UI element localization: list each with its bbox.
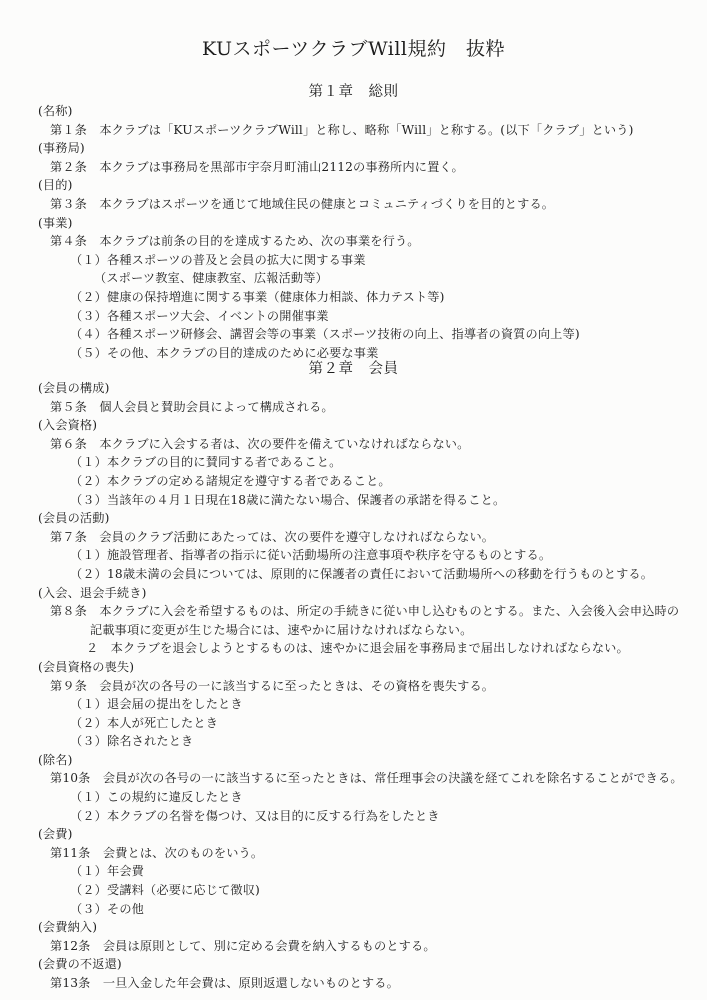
article-item: （３）その他 bbox=[70, 901, 145, 916]
section-label: (会員資格の喪失) bbox=[38, 659, 135, 674]
section-label: (会員の構成) bbox=[38, 381, 110, 395]
article-text: 第８条 本クラブに入会を希望するものは、所定の手続きに従い申し込むものとする。また、入会後入会申込時の bbox=[50, 604, 680, 619]
article-text: 第７条 会員のクラブ活動にあたっては、次の要件を遵守しなければならない。 bbox=[50, 529, 495, 544]
article-item: （５）その他、本クラブの目的達成のために必要な事業 bbox=[70, 345, 379, 360]
article-item: （３）除名されたとき bbox=[70, 734, 194, 749]
article-item: （１）施設管理者、指導者の指示に従い活動場所の注意事項や秩序を守るものとする。 bbox=[70, 548, 552, 563]
article-item: （１）本クラブの目的に賛同する者であること。 bbox=[70, 455, 342, 470]
article-item: （１）退会届の提出をしたとき bbox=[70, 697, 243, 712]
article-paragraph: ２ 本クラブを退会しようとするものは、速やかに退会届を事務局まで届出しなければならない。 bbox=[86, 641, 629, 656]
chapter-2-heading: 第２章 会員 bbox=[308, 361, 399, 377]
article-text: 第９条 会員が次の各号の一に該当するに至ったときは、その資格を喪失する。 bbox=[50, 678, 495, 693]
section-label: (目的) bbox=[38, 178, 73, 193]
article-text: 第10条 会員が次の各号の一に該当するに至ったときは、常任理事会の決議を経てこれを除名することができる。 bbox=[50, 771, 683, 786]
article-text: 第11条 会費とは、次のものをいう。 bbox=[50, 845, 264, 860]
section-label: (会費) bbox=[38, 827, 73, 842]
article-text: 第13条 一旦入金した年会費は、原則返還しないものとする。 bbox=[50, 976, 399, 990]
section-label: (入会、退会手続き) bbox=[38, 585, 147, 600]
article-continuation: 記載事項に変更が生じた場合には、速やかに届けなければならない。 bbox=[90, 622, 473, 637]
section-label: (事業) bbox=[38, 215, 73, 230]
article-item: （２）本クラブの名誉を傷つけ、又は目的に反する行為をしたとき bbox=[70, 808, 440, 823]
chapter-2-body bbox=[0, 379, 707, 993]
section-label: (除名) bbox=[38, 752, 73, 767]
article-text: 第６条 本クラブに入会する者は、次の要件を備えていなければならない。 bbox=[50, 436, 470, 451]
article-text: 第３条 本クラブはスポーツを通じて地域住民の健康とコミュニティづくりを目的とする。 bbox=[50, 196, 555, 211]
section-label: (入会資格) bbox=[38, 418, 98, 433]
article-item: （２）本人が死亡したとき bbox=[70, 715, 219, 730]
section-label: (会費納入) bbox=[38, 920, 98, 935]
article-item: （２）本クラブの定める諸規定を遵守する者であること。 bbox=[70, 473, 391, 488]
article-text: 第２条 本クラブは事務局を黒部市宇奈月町浦山2112の事務所内に置く。 bbox=[50, 159, 464, 174]
document-title: KUスポーツクラブWill規約 抜粋 bbox=[201, 38, 505, 60]
article-text: 第５条 個人会員と賛助会員によって構成される。 bbox=[50, 399, 334, 414]
article-item: （２）健康の保持増進に関する事業（健康体力相談、体力テスト等) bbox=[70, 289, 445, 304]
article-text: 第４条 本クラブは前条の目的を達成するため、次の事業を行う。 bbox=[50, 234, 420, 249]
article-item: （３）各種スポーツ大会、イベントの開催事業 bbox=[70, 308, 329, 323]
article-item: （１）各種スポーツの普及と会員の拡大に関する事業 bbox=[70, 252, 366, 267]
section-label: (会費の不返還) bbox=[38, 957, 122, 972]
item-note: （スポーツ教室、健康教室、広報活動等） bbox=[94, 271, 328, 286]
chapter-1-heading: 第１章 総則 bbox=[308, 84, 399, 100]
section-label: (事務局) bbox=[38, 141, 85, 156]
section-label: (会員の活動) bbox=[38, 511, 110, 526]
article-item: （１）この規約に違反したとき bbox=[70, 790, 243, 805]
article-item: （２）受講料（必要に応じて徴収) bbox=[70, 883, 260, 898]
article-text: 第12条 会員は原則として、別に定める会費を納入するものとする。 bbox=[50, 938, 436, 953]
chapter-1-body bbox=[0, 102, 707, 362]
article-item: （１）年会費 bbox=[70, 864, 145, 879]
article-item: （２）18歳未満の会員については、原則的に保護者の責任において活動場所への移動を行うものとする。 bbox=[70, 566, 654, 581]
article-item: （３）当該年の４月１日現在18歳に満たない場合、保護者の承諾を得ること。 bbox=[70, 492, 506, 507]
article-item: （４）各種スポーツ研修会、講習会等の事業（スポーツ技術の向上、指導者の資質の向上等) bbox=[70, 327, 580, 342]
article-text: 第１条 本クラブは「KUスポーツクラブWill」と称し、略称「Will」と称する。(以下「クラブ」という) bbox=[50, 122, 634, 137]
section-label: (名称) bbox=[38, 104, 73, 118]
